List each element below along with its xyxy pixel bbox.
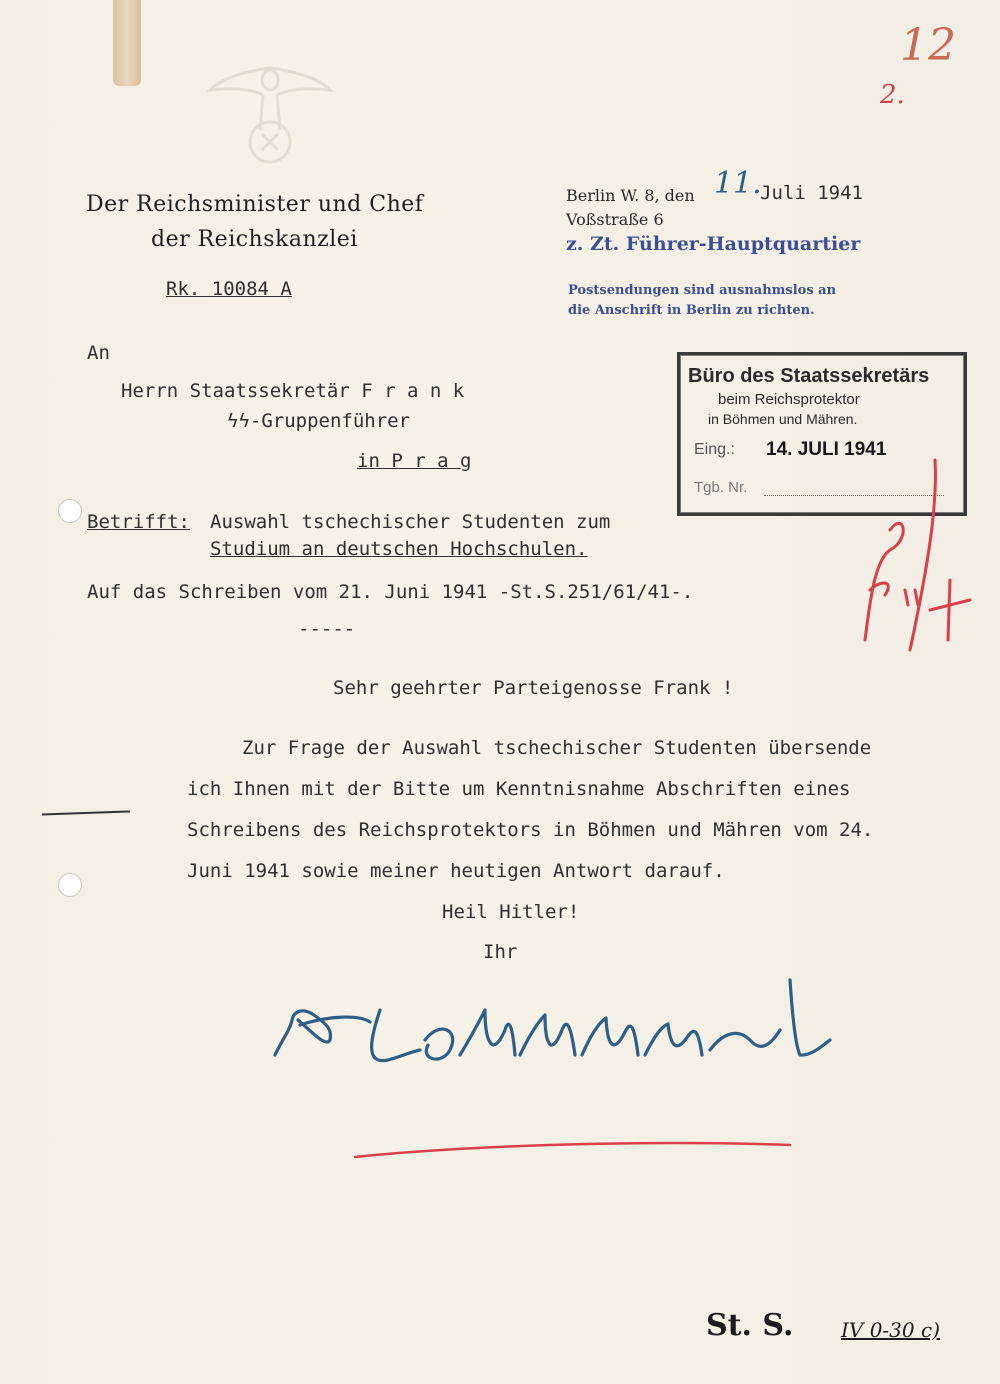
body-line-1: Zur Frage der Auswahl tschechischer Studenten übersende — [242, 737, 872, 759]
closing-heil: Heil Hitler! — [442, 901, 580, 923]
receipt-stamp-line-2: beim Reichsprotektor — [718, 391, 860, 408]
red-pencil-mark: 2. — [880, 80, 905, 110]
receipt-eing-label: Eing.: — [694, 441, 735, 458]
subject-label: Betrifft: — [87, 511, 190, 533]
salutation: Sehr geehrter Parteigenosse Frank ! — [333, 677, 734, 699]
body-line-2: ich Ihnen mit der Bitte um Kenntnisnahme Abschriften eines — [187, 778, 851, 800]
punch-hole-bottom — [58, 873, 82, 897]
subject-line-1: Auswahl tschechischer Studenten zum — [210, 511, 611, 533]
hq-stamp-line-2: Postsendungen sind ausnahmslos an — [568, 283, 837, 298]
recipient-line-3: in P r a g — [357, 450, 472, 472]
receipt-tgb-label: Tgb. Nr. — [694, 479, 748, 496]
street-address: Voßstraße 6 — [566, 210, 664, 229]
punch-hole-top — [58, 499, 82, 523]
letterhead-line-1: Der Reichsminister und Chef — [86, 192, 424, 217]
reference-number: Rk. 10084 A — [166, 278, 292, 300]
date-day: 11. — [714, 166, 762, 201]
file-mark-prefix: St. S. — [706, 1308, 794, 1343]
paper-clip — [113, 0, 141, 86]
recipient-line-2: ϟϟ-Gruppenführer — [227, 410, 411, 432]
file-mark-suffix: IV 0-30 c) — [841, 1318, 940, 1342]
margin-fold-mark — [42, 810, 130, 815]
red-pencil-underline — [350, 1135, 800, 1165]
red-pencil-initials — [830, 450, 980, 670]
place-date-prefix: Berlin W. 8, den — [566, 186, 695, 205]
embossed-eagle-seal — [205, 50, 335, 170]
signature-image — [270, 960, 840, 1100]
separator: ----- — [298, 618, 356, 640]
recipient-line-1: Herrn Staatssekretär F r a n k — [121, 380, 465, 402]
page-number: 12 — [900, 20, 956, 71]
body-line-3: Schreibens des Reichsprotektors in Böhmen und Mähren vom 24. — [187, 819, 874, 841]
receipt-stamp-line-1: Büro des Staatssekretärs — [688, 365, 930, 387]
date-month-year: Juli 1941 — [760, 182, 863, 204]
subject-line-2: Studium an deutschen Hochschulen. — [210, 538, 588, 560]
hq-stamp-line-3: die Anschrift in Berlin zu richten. — [568, 303, 815, 318]
reference-line: Auf das Schreiben vom 21. Juni 1941 -St.S.251/61/41-. — [87, 581, 694, 603]
receipt-eing-date: 14. JULI 1941 — [766, 439, 887, 460]
letterhead-line-2: der Reichskanzlei — [151, 227, 358, 252]
hq-stamp-line-1: z. Zt. Führer-Hauptquartier — [566, 233, 861, 255]
receipt-stamp-line-3: in Böhmen und Mähren. — [708, 411, 858, 427]
closing-ihr: Ihr — [483, 941, 518, 963]
recipient-an: An — [87, 342, 110, 364]
body-line-4: Juni 1941 sowie meiner heutigen Antwort darauf. — [187, 860, 725, 882]
